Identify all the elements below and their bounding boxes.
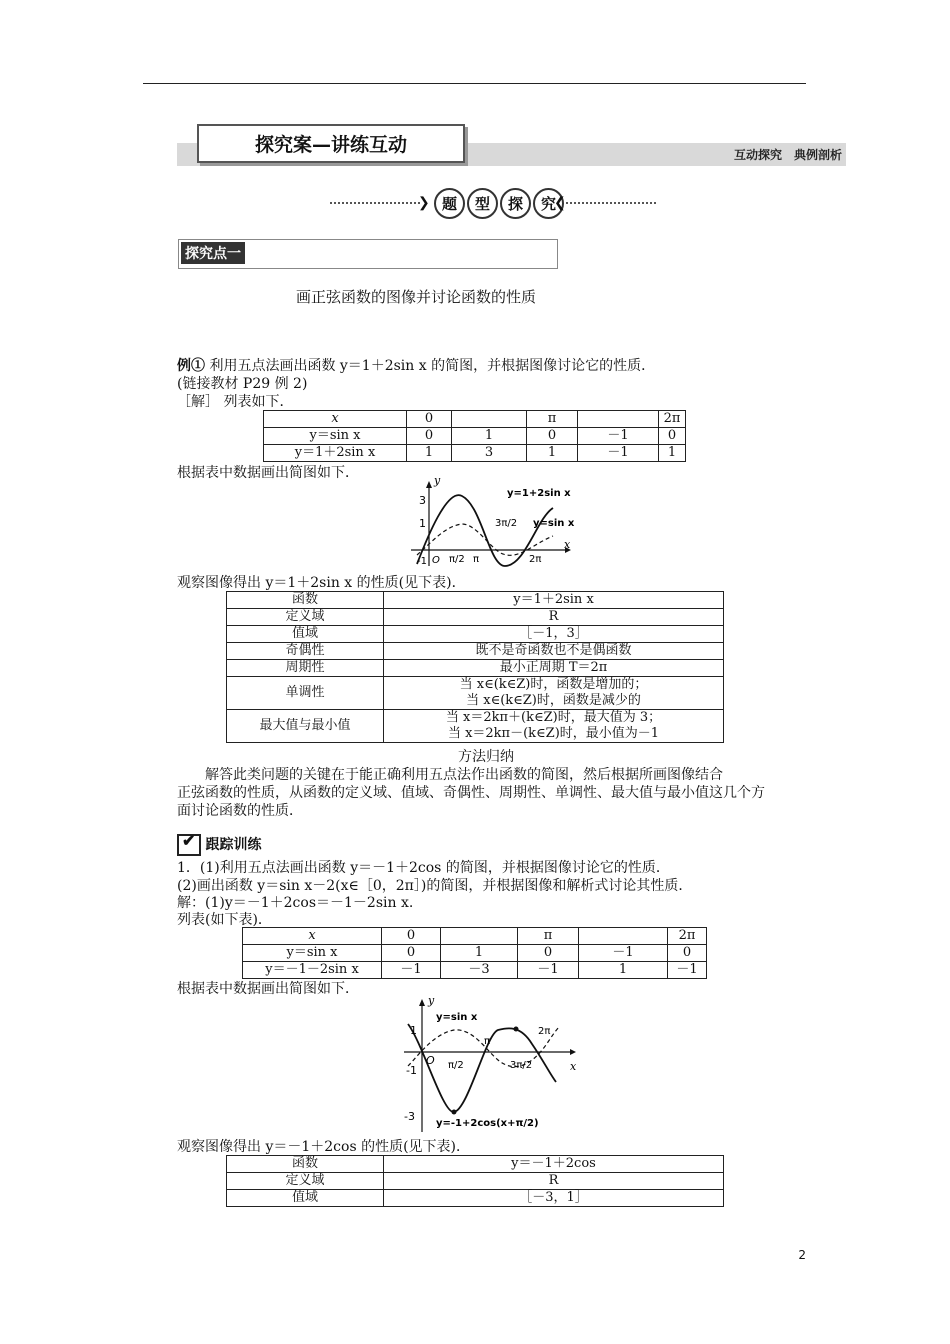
- observe-text-2: 观察图像得出 y＝－1＋2cos 的性质(见下表)．: [177, 1139, 471, 1155]
- origin-label: O: [432, 555, 440, 566]
- table-row: 周期性 最小正周期 T＝2π: [227, 660, 724, 677]
- tick-label: -3: [404, 1110, 415, 1123]
- method-line: 解答此类问题的关键在于能正确利用五点法作出函数的简图，然后根据所画图像结合: [205, 767, 723, 783]
- arrow-right-icon: ❯: [418, 195, 430, 211]
- draw-text-2: 根据表中数据画出简图如下．: [177, 981, 359, 997]
- banner-subtitle: 互动探究 典例剖析: [733, 148, 842, 162]
- tick-label: 3: [419, 494, 426, 507]
- page-number: 2: [798, 1248, 806, 1262]
- origin-label: O: [426, 1054, 435, 1067]
- table-row: 值域 ［－3，1］: [227, 1190, 724, 1207]
- draw-text-1: 根据表中数据画出简图如下．: [177, 465, 359, 481]
- tick-label: π/2: [449, 554, 465, 565]
- axis-y-label: y: [434, 478, 441, 487]
- curve-label: y=1+2sin x: [507, 488, 571, 499]
- right-dotted-line: [566, 202, 656, 204]
- tick-label: π: [473, 554, 480, 565]
- tick-label: 1: [419, 517, 426, 530]
- left-dotted-line: [330, 202, 420, 204]
- axis-x-label: x: [570, 1060, 577, 1073]
- curve-label: y=sin x: [533, 518, 575, 529]
- training-label: 跟踪训练: [205, 837, 262, 853]
- tanjiu-label: 探究点一: [181, 242, 245, 264]
- method-line: 正弦函数的性质，从函数的定义域、值域、奇偶性、周期性、单调性、最大值与最小值这几个方: [177, 785, 765, 801]
- solution-text: ［解］ 列表如下．: [177, 394, 294, 410]
- table-row: y＝－1－2sin x －1 －3 －1 1 －1: [243, 962, 707, 979]
- tick-label: -1: [417, 556, 427, 567]
- tick-label: π/2: [448, 1060, 464, 1071]
- table-row: 奇偶性 既不是奇函数也不是偶函数: [227, 643, 724, 660]
- check-icon: ✔: [177, 834, 201, 856]
- tick-label: 3π/2: [510, 1060, 533, 1071]
- table-row: y＝sin x 0 1 0 －1 0: [243, 945, 707, 962]
- link-text: (链接教材 P29 例 2): [177, 376, 308, 392]
- table-row: y＝1＋2sin x 1 3 1 －1 1: [264, 445, 686, 462]
- table-row: 值域 ［－1，3］: [227, 626, 724, 643]
- table-row: 定义域 R: [227, 609, 724, 626]
- tick-label: -1: [406, 1064, 417, 1077]
- value-table-1: [263, 410, 686, 462]
- method-line: 面讨论函数的性质．: [177, 803, 303, 819]
- curve-label: y=sin x: [436, 1012, 478, 1023]
- example-text: 利用五点法画出函数 y＝1＋2sin x 的简图，并根据图像讨论它的性质．: [209, 358, 656, 374]
- method-title: 方法归纳: [458, 749, 514, 765]
- section-title: 画正弦函数的图像并讨论函数的性质: [296, 288, 537, 306]
- tick-label: 1: [410, 1024, 417, 1037]
- section-heading: [330, 187, 656, 219]
- table-row: 函数 y＝－1＋2cos: [227, 1156, 724, 1173]
- tick-label: 3π/2: [495, 518, 518, 529]
- arrow-left-icon: ❮: [554, 195, 566, 211]
- props-table-1: [226, 591, 724, 743]
- section-char: 究: [533, 188, 564, 219]
- props-table-2: [226, 1155, 724, 1207]
- axis-x-label: x: [564, 538, 571, 551]
- question-1: 1．(1)利用五点法画出函数 y＝－1＋2cos 的简图，并根据图像讨论它的性质．: [177, 860, 670, 876]
- graph-2: [398, 994, 588, 1134]
- tick-label: 2π: [538, 1026, 551, 1037]
- header-rule: [143, 83, 806, 84]
- value-table-2: [242, 927, 707, 979]
- curve-label: y=-1+2cos(x+π/2): [436, 1118, 539, 1129]
- table-row: y＝sin x 0 1 0 －1 0: [264, 428, 686, 445]
- table-row: 函数 y＝1＋2sin x: [227, 592, 724, 609]
- solution-2: 列表(如下表)．: [177, 912, 272, 928]
- banner-title: 探究案—讲练互动: [197, 124, 465, 163]
- solution-1: 解：(1)y＝－1＋2cos＝－1－2sin x.: [177, 895, 414, 911]
- table-row: x 0 π 2π: [243, 928, 707, 945]
- table-row: x 0 π 2π: [264, 411, 686, 428]
- axis-y-label: y: [428, 994, 435, 1007]
- tick-label: π: [484, 1036, 491, 1047]
- table-row: 最大值与最小值 当 x＝2kπ＋(k∈Z)时，最大值为 3； 当 x＝2kπ－(k∈Z)时，最小值为－1: [227, 710, 724, 743]
- graph-1: [407, 478, 577, 570]
- observe-text-1: 观察图像得出 y＝1＋2sin x 的性质(见下表)．: [177, 575, 466, 591]
- section-char: 型: [467, 188, 498, 219]
- question-2: (2)画出函数 y＝sin x－2(x∈［0，2π］)的简图，并根据图像和解析式讨论其性质．: [177, 878, 693, 894]
- table-row: 定义域 R: [227, 1173, 724, 1190]
- section-char: 探: [500, 188, 531, 219]
- section-char: 题: [434, 188, 465, 219]
- example-label: 例①: [177, 358, 205, 374]
- tanjiu-box: [178, 239, 558, 269]
- tick-label: 2π: [529, 554, 542, 565]
- table-row: 单调性 当 x∈(k∈Z)时，函数是增加的； 当 x∈(k∈Z)时，函数是减少的: [227, 677, 724, 710]
